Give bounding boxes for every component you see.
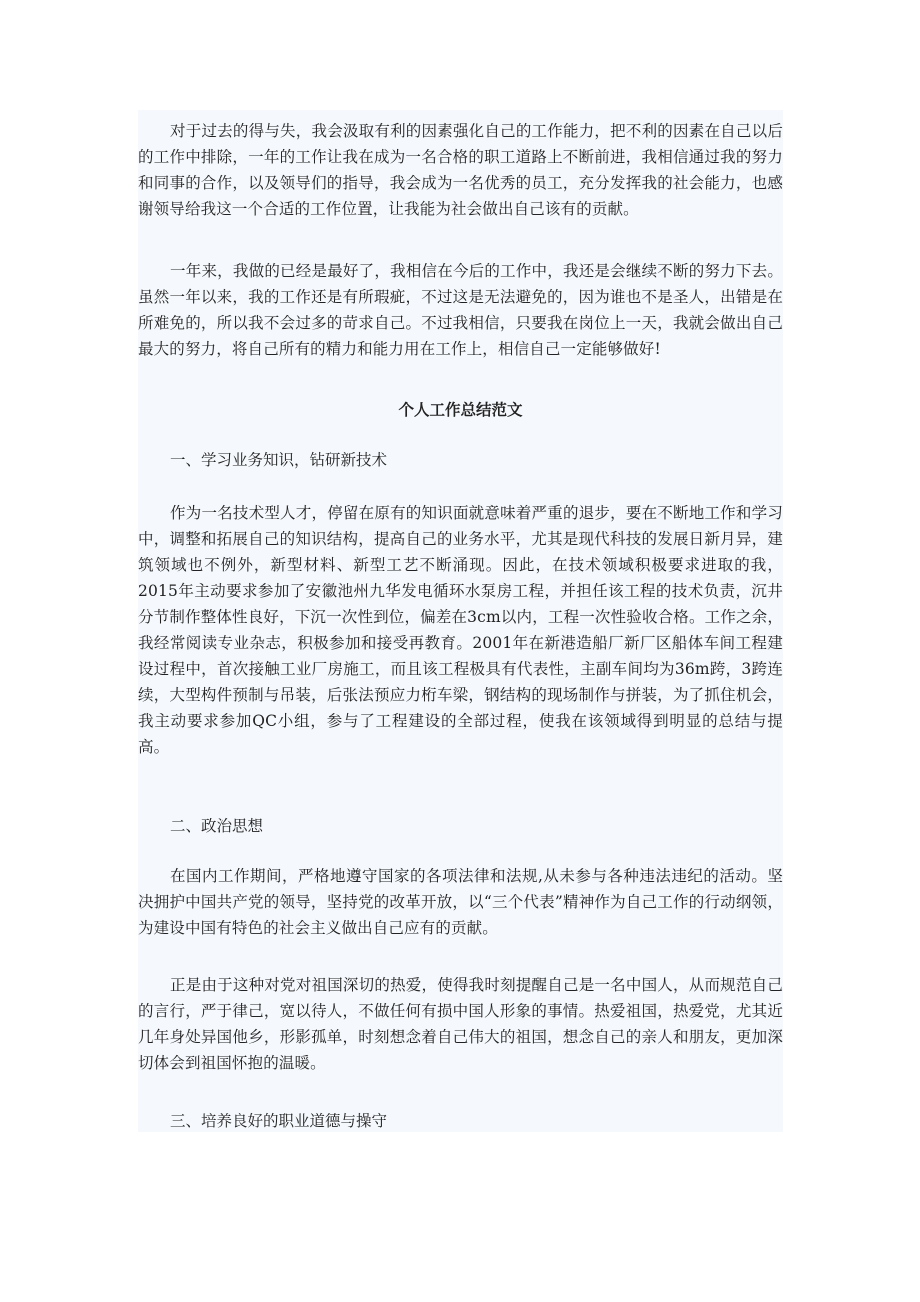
section-heading-politics: 二、政治思想 [170, 817, 264, 835]
section-heading-study: 一、学习业务知识，钻研新技术 [170, 451, 388, 469]
paragraph-politics-2: 正是由于这种对党对祖国深切的热爱，使得我时刻提醒自己是一名中国人，从而规范自己的言行，严于律己，宽以待人，不做任何有损中国人形象的事情。热爱祖国，热爱党，尤其近几年身处异国他乡，形影孤单，时刻想念着自己伟大的祖国，想念自己的亲人和朋友，更加深切体会到祖国怀抱的温暖。 [138, 976, 783, 1072]
paragraph-year-review: 一年来，我做的已经是最好了，我相信在今后的工作中，我还是会继续不断的努力下去。虽然一年以来，我的工作还是有所瑕疵，不过这是无法避免的，因为谁也不是圣人，出错是在所难免的，所以我不会过多的苛求自己。不过我相信，只要我在岗位上一天，我就会做出自己最大的努力，将自己所有的精力和能力用在工作上，相信自己一定能够做好! [138, 262, 783, 358]
paragraph-study: 作为一名技术型人才，停留在原有的知识面就意味着严重的退步，要在不断地工作和学习中，调整和拓展自己的知识结构，提高自己的业务水平，尤其是现代科技的发展日新月异，建筑领域也不例外，新型材料、新型工艺不断涌现。因此，在技术领域积极要求进取的我，2015年主动要求参加了安徽池州九华发电循环水泵房工程，并担任该工程的技术负责，沉井分节制作整体性良好，下沉一次性到位，偏差在3cm以内，工程一次性验收合格。工作之余，我经常阅读专业杂志，积极参加和接受再教育。2001年在新港造船厂新厂区船体车间工程建设过程中，首次接触工业厂房施工，而且该工程极具有代表性，主副车间均为36m跨，3跨连续，大型构件预制与吊装，后张法预应力桁车梁，钢结构的现场制作与拼装，为了抓住机会，我主动要求参加QC小组，参与了工程建设的全部过程，使我在该领域得到明显的总结与提高。 [138, 504, 783, 756]
paragraph-politics-1: 在国内工作期间，严格地遵守国家的各项法律和法规,从未参与各种违法违纪的活动。坚决拥护中国共产党的领导，坚持党的改革开放，以“三个代表”精神作为自己工作的行动纲领，为建设中国有特色的社会主义做出自己应有的贡献。 [138, 867, 783, 937]
paragraph-gains-and-losses: 对于过去的得与失，我会汲取有利的因素强化自己的工作能力，把不利的因素在自己以后的工作中排除，一年的工作让我在成为一名合格的职工道路上不断前进，我相信通过我的努力和同事的合作，以及领导们的指导，我会成为一名优秀的员工，充分发挥我的社会能力，也感谢领导给我这一个合适的工作位置，让我能为社会做出自己该有的贡献。 [138, 122, 783, 218]
document-title: 个人工作总结范文 [398, 400, 523, 419]
section-heading-ethics: 三、培养良好的职业道德与操守 [170, 1112, 388, 1130]
